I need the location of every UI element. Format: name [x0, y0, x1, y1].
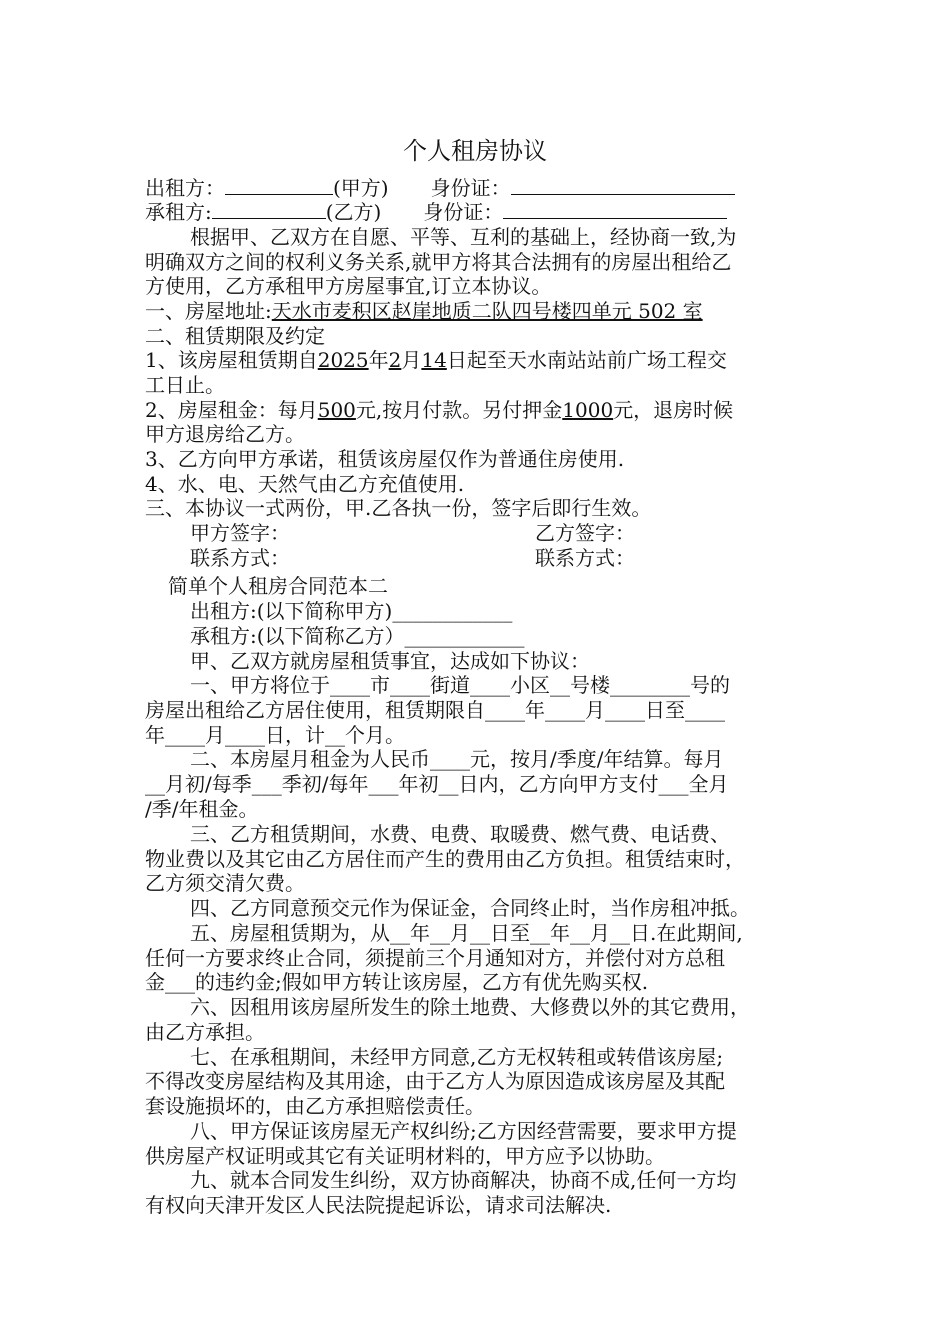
clause-line: 有权向天津开发区人民法院提起诉讼，请求司法解决. [145, 1193, 612, 1217]
clause-line: 金___的违约金;假如甲方转让该房屋，乙方有优先购买权. [145, 970, 649, 994]
rent-amount: 500 [317, 398, 356, 422]
party-a-signature-label: 甲方签字： [190, 521, 290, 545]
address-line: 一、房屋地址:天水市麦积区赵崖地质二队四号楼四单元 502 室 [145, 299, 703, 323]
clause-line: 房屋出租给乙方居住使用，租赁期限自____年____月____日至____ [145, 698, 725, 722]
clause-line: 物业费以及其它由乙方居住而产生的费用由乙方负担。租赁结束时， [145, 847, 745, 871]
party-b-signature-label: 乙方签字： [535, 521, 635, 545]
clause-line: 三、乙方租赁期间，水费、电费、取暖费、燃气费、电话费、 [190, 822, 730, 846]
clause-line: 五、房屋租赁期为，从__年__月__日至__年__月__日.在此期间, [190, 921, 743, 945]
signature-line [190, 521, 815, 545]
clause-item: 4、水、电、天然气由乙方充值使用. [145, 472, 465, 496]
lessor-line: 出租方： (甲方) 身份证： [145, 176, 815, 200]
clause-line: __月初/每季___季初/每年___年初__日内，乙方向甲方支付___全月 [145, 772, 729, 796]
lessee-line: 承租方: (乙方) 身份证： [145, 200, 815, 224]
section-heading: 二、租赁期限及约定 [145, 324, 325, 348]
lessor-name-blank [225, 194, 333, 195]
lessor-line-2: 出租方:(以下简称甲方)____________ [190, 599, 513, 623]
clause-line: 四、乙方同意预交元作为保证金，合同终止时，当作房租冲抵。 [190, 896, 750, 920]
clause-line: 七、在承租期间，未经甲方同意,乙方无权转租或转借该房屋; [190, 1045, 724, 1069]
clause-line: 不得改变房屋结构及其用途，由于乙方人为原因造成该房屋及其配 [145, 1069, 725, 1093]
clause-line: /季/年租金。 [145, 797, 259, 821]
section-heading: 简单个人租房合同范本二 [168, 574, 388, 598]
lessor-id-blank [511, 194, 735, 195]
rent-line-end: 甲方退房给乙方。 [145, 422, 305, 446]
clause-line: 一、甲方将位于____市____街道____小区__号楼________号的 [190, 673, 730, 697]
lessee-line-2: 承租方:(以下简称乙方）____________ [190, 624, 525, 648]
intro-line: 明确双方之间的权利义务关系,就甲方将其合法拥有的房屋出租给乙 [145, 250, 732, 274]
term-line-end: 工日止。 [145, 373, 225, 397]
intro-line: 方使用，乙方承租甲方房屋事宜,订立本协议。 [145, 274, 552, 298]
clause-line: 任何一方要求终止合同，须提前三个月通知对方，并偿付对方总租 [145, 946, 725, 970]
preface-line: 甲、乙双方就房屋租赁事宜，达成如下协议： [190, 649, 590, 673]
party-a-contact-label: 联系方式： [190, 546, 290, 570]
clause-item: 3、乙方向甲方承诺，租赁该房屋仅作为普通住房使用. [145, 447, 625, 471]
document-title: 个人租房协议 [403, 137, 547, 165]
clause-line: 由乙方承担。 [145, 1020, 265, 1044]
section-heading: 三、本协议一式两份，甲.乙各执一份，签字后即行生效。 [145, 496, 652, 520]
clause-line: 九、就本合同发生纠纷，双方协商解决，协商不成,任何一方均 [190, 1168, 737, 1192]
clause-line: 八、甲方保证该房屋无产权纠纷;乙方因经营需要，要求甲方提 [190, 1119, 737, 1143]
term-month: 2 [388, 348, 402, 372]
clause-line: 套设施损坏的，由乙方承担赔偿责任。 [145, 1094, 485, 1118]
term-year: 2025 [317, 348, 369, 372]
term-line: 1、该房屋租赁期自2025年2月14日起至天水南站站前广场工程交 [145, 348, 727, 372]
intro-line: 根据甲、乙双方在自愿、平等、互利的基础上，经协商一致,为 [190, 225, 737, 249]
lessee-name-blank [212, 218, 326, 219]
clause-line: 供房屋产权证明或其它有关证明材料的，甲方应予以协助。 [145, 1144, 665, 1168]
term-day: 14 [421, 348, 447, 372]
property-address: 天水市麦积区赵崖地质二队四号楼四单元 502 室 [271, 299, 703, 323]
lessee-id-blank [503, 218, 727, 219]
party-b-contact-label: 联系方式： [535, 546, 635, 570]
clause-line: 六、因租用该房屋所发生的除土地费、大修费以外的其它费用， [190, 995, 750, 1019]
rent-line: 2、房屋租金：每月500元,按月付款。另付押金1000元，退房时候 [145, 398, 734, 422]
deposit-amount: 1000 [562, 398, 614, 422]
clause-line: 年____月____日，计__个月。 [145, 723, 405, 747]
clause-line: 二、本房屋月租金为人民币____元，按月/季度/年结算。每月 [190, 747, 724, 771]
contact-line [190, 546, 815, 570]
clause-line: 乙方须交清欠费。 [145, 871, 305, 895]
